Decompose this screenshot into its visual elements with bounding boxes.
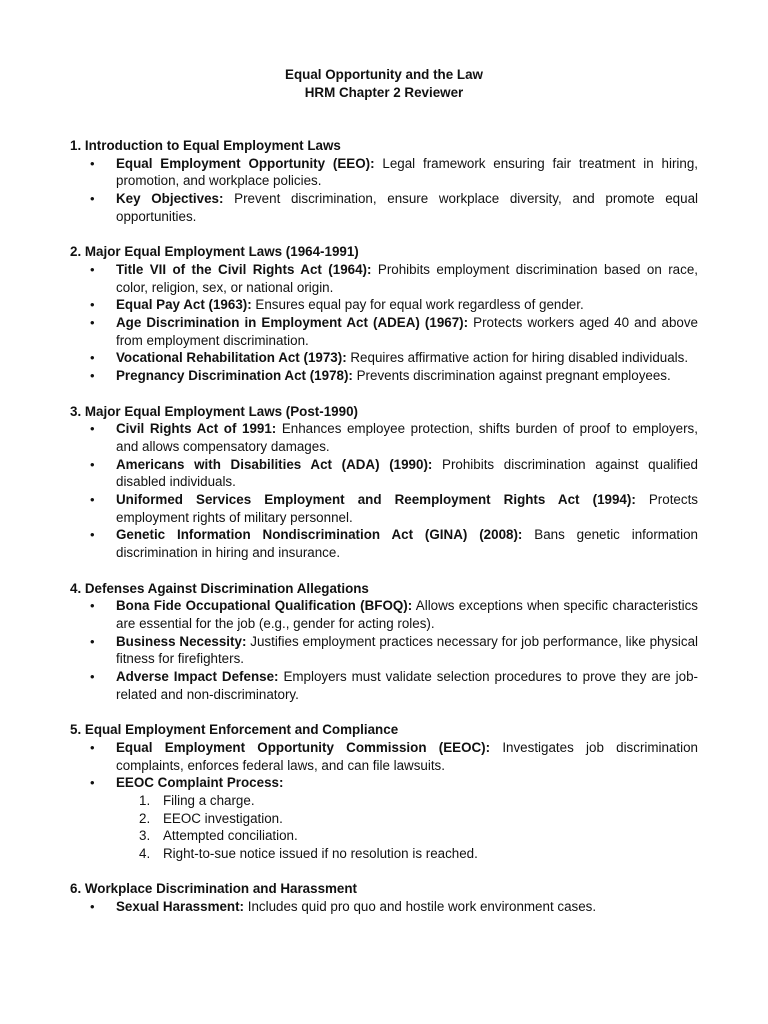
step-text: EEOC investigation. [163, 810, 283, 826]
list-item [70, 190, 698, 225]
document-body [70, 137, 698, 934]
step-number: 3. [139, 828, 151, 844]
step-item [116, 792, 698, 810]
item-term: Business Necessity: [116, 633, 247, 649]
section-heading: 6. Workplace Discrimination and Harassment [70, 881, 358, 897]
item-text: Bans genetic information discrimination in hiring and insurance. [116, 527, 698, 561]
item-text: Requires affirmative action for hiring disabled individuals. [346, 350, 689, 366]
step-number: 1. [139, 792, 151, 808]
section-introduction [70, 137, 698, 226]
list-item [70, 155, 698, 190]
section-heading: 1. Introduction to Equal Employment Laws [70, 138, 341, 153]
item-text: Enhances employee protection, shifts burden of proof to employers, and allows compensatory damages. [116, 421, 698, 454]
item-text: Ensures equal pay for equal work regardless of gender. [251, 297, 584, 313]
list-item [70, 349, 698, 367]
item-text: Investigates job discrimination complaints, enforces federal laws, and can file lawsuits. [116, 739, 698, 773]
section-major-laws-1964-1991 [70, 243, 698, 385]
item-term: Sexual Harassment: [116, 899, 245, 915]
step-text: Filing a charge. [163, 792, 255, 808]
list-item [70, 314, 698, 349]
list-item [70, 367, 698, 385]
list-item [70, 668, 698, 703]
item-term: Age Discrimination in Employment Act (ADEA) (1967): [116, 315, 469, 331]
list-item [70, 633, 698, 668]
list-item [70, 597, 698, 632]
item-text: Legal framework ensuring fair treatment in hiring, promotion, and workplace policies. [116, 155, 699, 189]
item-text: Prevents discrimination against pregnant employees. [352, 368, 671, 384]
item-term: Genetic Information Nondiscrimination Act (GINA) (2008): [116, 527, 523, 543]
section-discrimination-harassment [70, 880, 698, 915]
bullet-list [70, 597, 698, 703]
item-term: Americans with Disabilities Act (ADA) (1990): [116, 456, 433, 472]
section-heading: 4. Defenses Against Discrimination Allegations [70, 580, 369, 596]
item-term: Uniformed Services Employment and Reemployment Rights Act (1994): [116, 492, 636, 508]
list-item [70, 774, 698, 863]
item-term: Civil Rights Act of 1991: [116, 421, 277, 437]
item-text: Protects employment rights of military personnel. [116, 492, 698, 525]
step-number: 2. [139, 810, 151, 826]
item-text: Prevent discrimination, ensure workplace diversity, and promote equal opportunities. [116, 191, 698, 224]
list-item [70, 456, 698, 491]
item-text: Includes quid pro quo and hostile work environment cases. [244, 899, 597, 915]
list-item [70, 420, 698, 455]
bullet-list [70, 261, 698, 385]
item-term: Vocational Rehabilitation Act (1973): [116, 350, 347, 366]
list-item [70, 491, 698, 526]
list-item [70, 898, 698, 916]
list-item [70, 261, 698, 296]
section-heading: 2. Major Equal Employment Laws (1964-1991) [70, 244, 359, 260]
item-text: Prohibits employment discrimination based on race, color, religion, sex, or national origin. [116, 261, 698, 295]
item-text: Allows exceptions when specific characteristics are essential for the job (e.g., gender for acting roles). [116, 598, 698, 631]
item-term: EEOC Complaint Process: [116, 775, 284, 791]
bullet-list [70, 420, 698, 562]
bullet-list [70, 155, 698, 226]
item-term: Bona Fide Occupational Qualification (BFOQ): [116, 598, 413, 614]
step-item [116, 827, 698, 845]
section-heading: 5. Equal Employment Enforcement and Compliance [70, 722, 399, 738]
item-term: Equal Pay Act (1963): [116, 297, 252, 313]
item-term: Key Objectives: [116, 191, 224, 207]
bullet-list [70, 898, 698, 916]
item-term: Pregnancy Discrimination Act (1978): [116, 368, 353, 384]
item-term: Equal Employment Opportunity (EEO): [116, 155, 375, 171]
section-major-laws-post-1990 [70, 403, 698, 562]
step-item [116, 845, 698, 863]
step-text: Attempted conciliation. [163, 828, 298, 844]
item-text: Protects workers aged 40 and above from employment discrimination. [116, 315, 698, 348]
list-item [70, 296, 698, 314]
list-item [70, 739, 698, 774]
bullet-list [70, 739, 698, 863]
step-text: Right-to-sue notice issued if no resolution is reached. [163, 846, 478, 862]
document-subtitle: HRM Chapter 2 Reviewer [304, 84, 464, 100]
document-header [0, 66, 768, 101]
item-term: Equal Employment Opportunity Commission (EEOC): [116, 739, 491, 755]
section-heading: 3. Major Equal Employment Laws (Post-1990) [70, 403, 358, 419]
list-item [70, 526, 698, 561]
item-term: Title VII of the Civil Rights Act (1964): [116, 261, 372, 277]
step-item [116, 810, 698, 828]
item-text: Justifies employment practices necessary for job performance, like physical fitness for firefighters. [116, 633, 698, 667]
section-enforcement [70, 721, 698, 863]
item-term: Adverse Impact Defense: [116, 669, 279, 685]
numbered-list [116, 792, 698, 863]
item-text: Employers must validate selection procedures to prove they are job-related and non-discriminatory. [116, 669, 698, 702]
step-number: 4. [139, 846, 151, 862]
document-title: Equal Opportunity and the Law [285, 67, 483, 82]
section-defenses [70, 580, 698, 704]
item-text: Prohibits discrimination against qualified disabled individuals. [116, 456, 698, 490]
